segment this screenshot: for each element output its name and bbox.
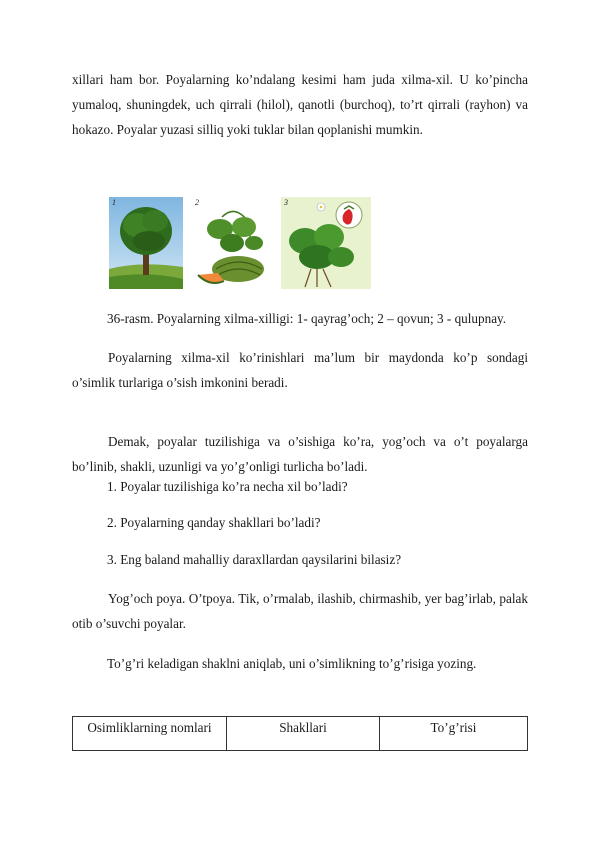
figure-melon: [192, 197, 276, 289]
figure-number-3: 3: [284, 198, 288, 207]
figure-number-1: 1: [112, 198, 116, 207]
question-2: 2. Poyalarning qanday shakllari bo’ladi?: [107, 515, 321, 530]
table-header-row: [73, 717, 528, 751]
paragraph-3: Demak, poyalar tuzilishiga va o’sishiga ko’ra, yog’och va o’t poyalarga bo’linib, shakli, uzunligi va yo’g’onligi turlicha bo’ladi.: [72, 434, 528, 474]
paragraph-2: Poyalarning xilma-xil ko’rinishlari ma’lum bir maydonda ko’p sondagi o’simlik turlariga o’sish imkonini beradi.: [72, 350, 528, 390]
question-3: 3. Eng baland mahalliy daraxllardan qaysilarini bilasiz?: [107, 552, 402, 567]
intro-paragraph: xillari ham bor. Poyalarning ko’ndalang kesimi ham juda xilma-xil. U ko’pincha yumaloq, shuningdek, uch qirrali (hilol), qanotli (burchoq), to’rt qirrali (rayhon) va hokazo. Poyalar yuzasi silliq yoki tuklar bilan qoplanishi mumkin.: [72, 72, 528, 137]
strawberry-illustration: [281, 197, 371, 289]
figure-caption: 36-rasm. Poyalarning xilma-xilligi: 1- qayrag’och; 2 – qovun; 3 - qulupnay.: [107, 311, 507, 326]
tree-illustration: [109, 197, 183, 289]
paragraph-4: Yog’och poya. O’tpoya. Tik, o’rmalab, ilashib, chirmashib, yer bag’irlab, palak otib o’suvchi poyalar.: [72, 591, 528, 631]
answer-table: [72, 716, 528, 751]
table-header-matching: To’g’risi: [380, 717, 528, 751]
table-header-shapes: Shakllari: [227, 717, 380, 751]
figure-number-2: 2: [195, 198, 199, 207]
figure-strawberry: [281, 197, 371, 289]
question-1: 1. Poyalar tuzilishiga ko’ra necha xil bo’ladi?: [107, 479, 348, 494]
figure-tree: [109, 197, 183, 289]
table-header-plant-names: Osimliklarning nomlari: [73, 717, 227, 751]
melon-illustration: [192, 197, 276, 289]
task-instruction: To’g’ri keladigan shaklni aniqlab, uni o’simlikning to’g’risiga yozing.: [107, 656, 477, 671]
